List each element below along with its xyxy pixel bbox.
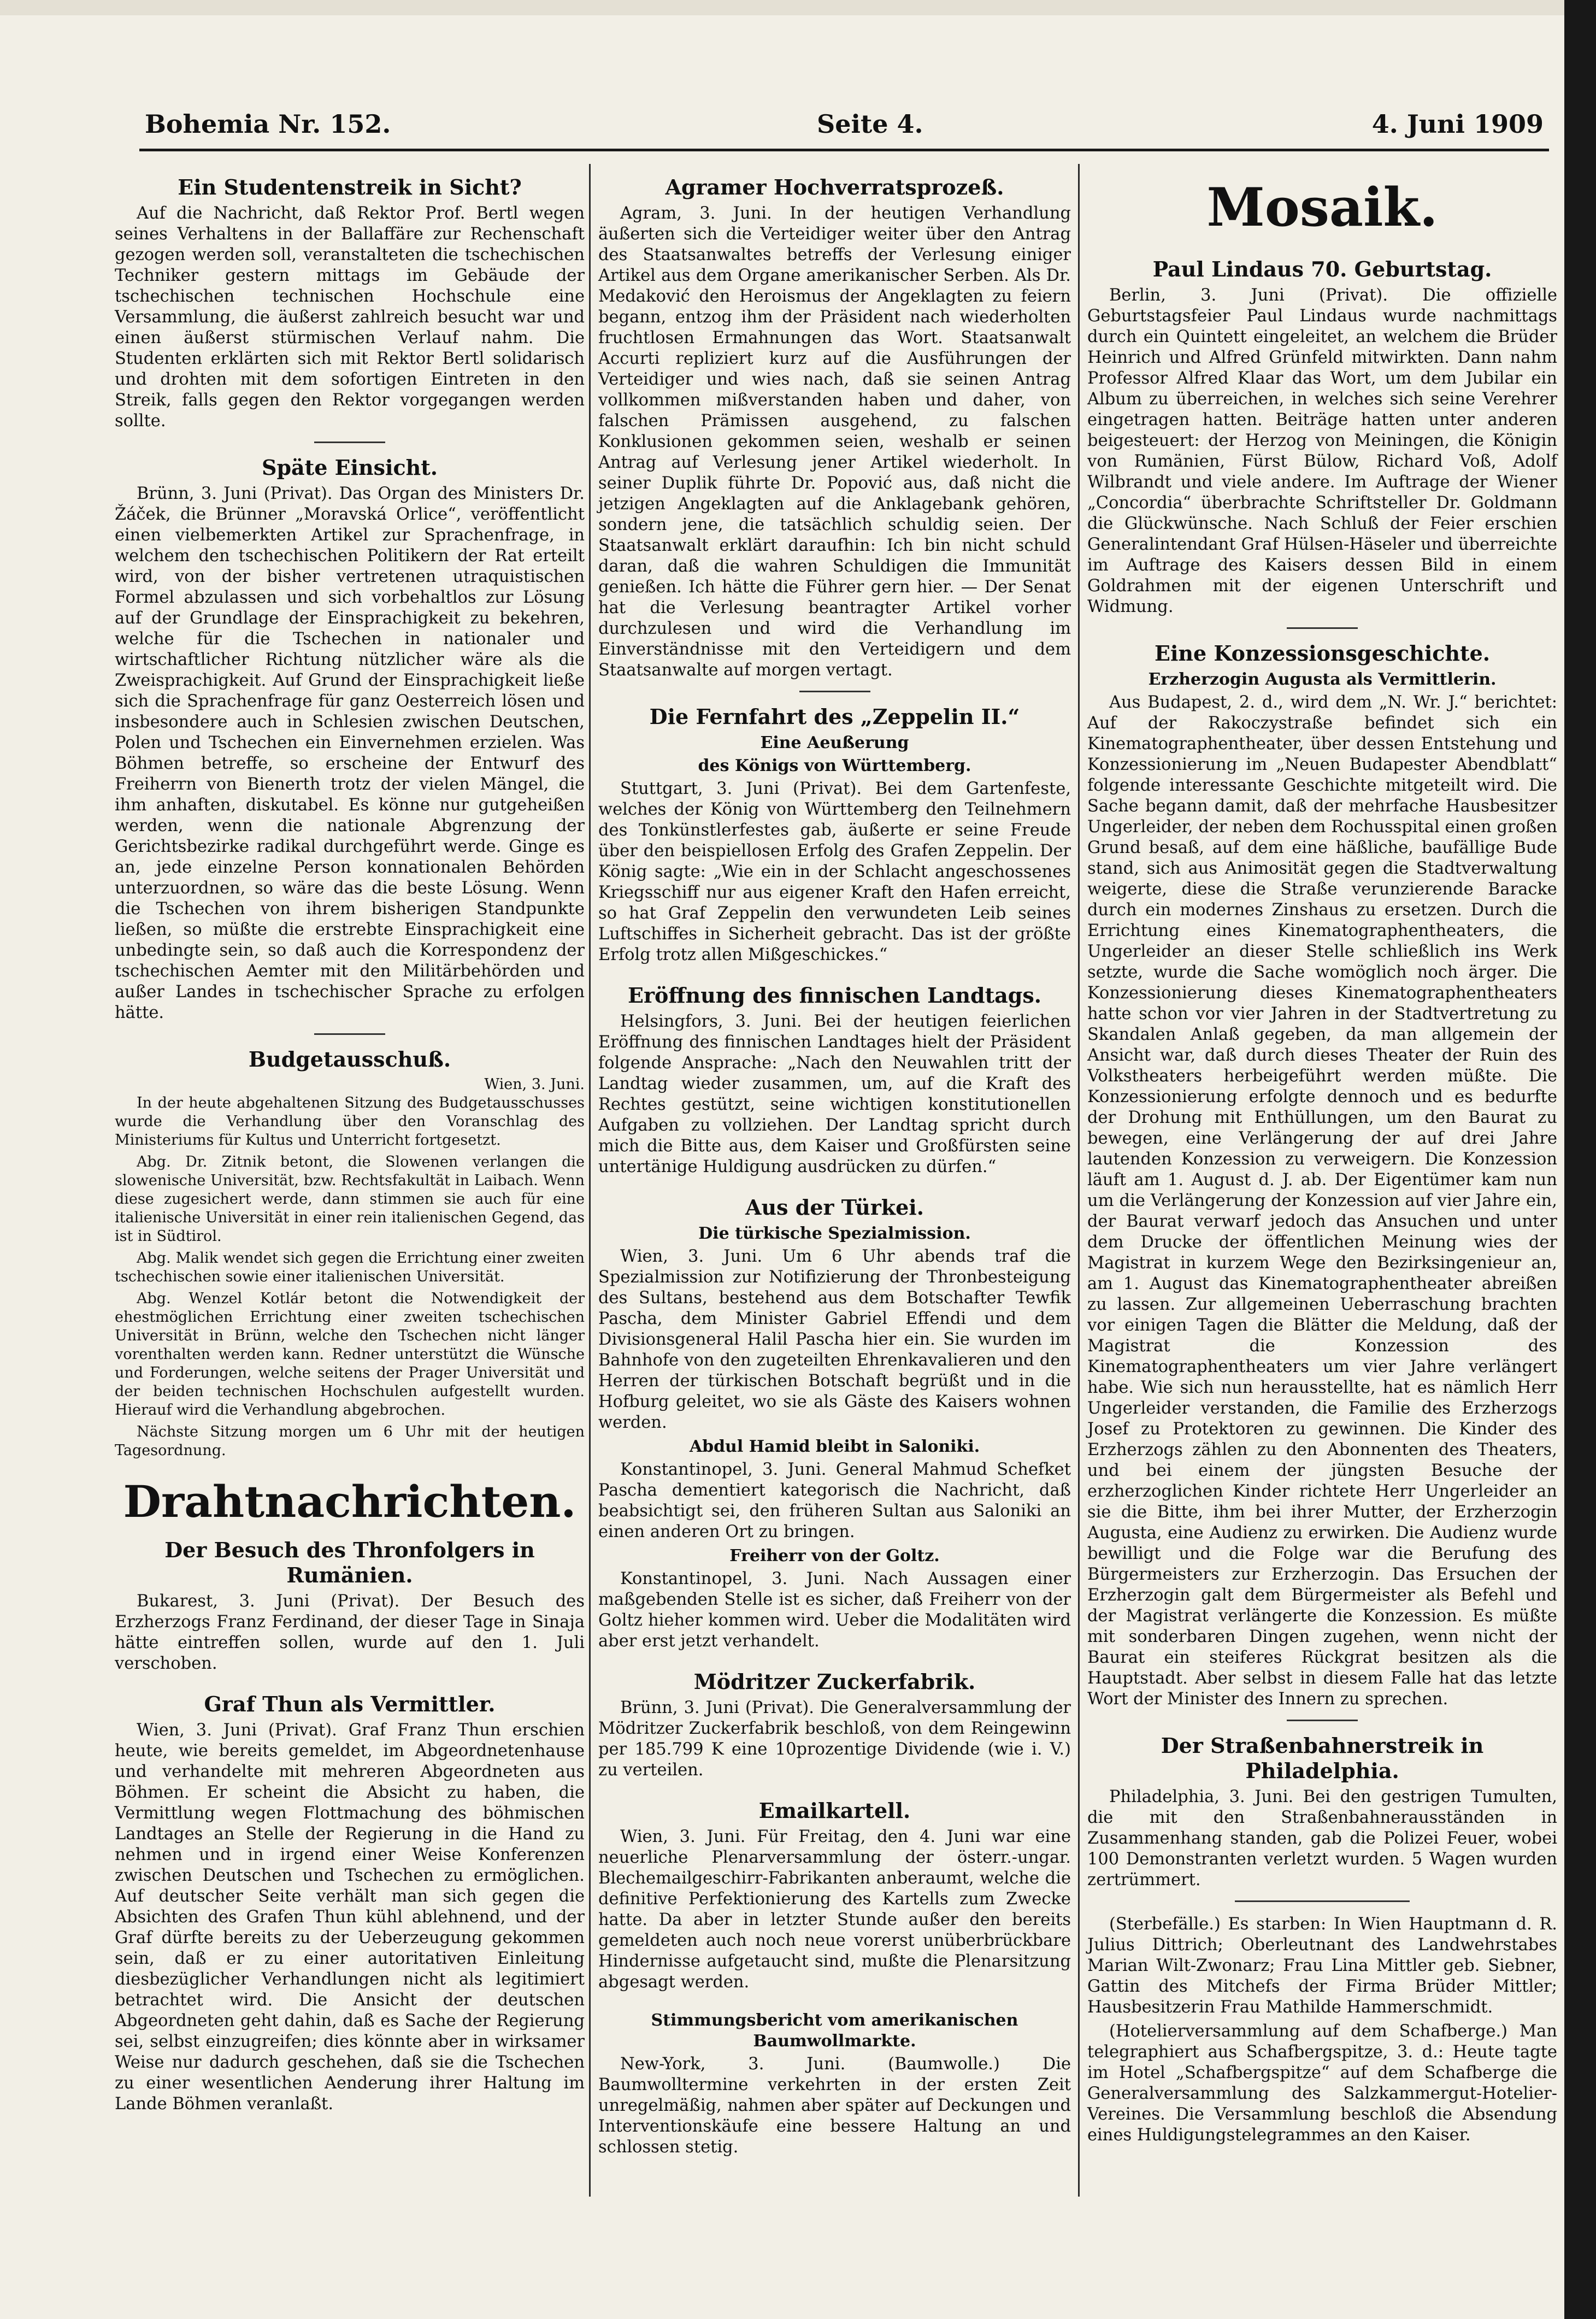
issue-date: 4. Juni 1909 — [1371, 109, 1544, 139]
article-text: Auf die Nachricht, daß Rektor Prof. Bertl wegen seines Verhaltens in der Ballaffäre zur Rechenschaft gezogen werden soll, veranstalteten die tschechischen Techniker gestern mittags im Gebäude der tschechischen technischen Hochschule eine Versammlung, die äußerst zahlreich besucht war und einen äußerst stürmischen Verlauf nahm. Die Studenten erklärten sich mit Rektor Bertl solidarisch und drohten mit dem sofortigen Eintreten in den Streik, falls gegen den Rektor vorgegangen werden sollte. — [115, 204, 585, 431]
article-title: Eröffnung des finnischen Landtags. — [628, 983, 1041, 1008]
article-text: Abg. Malik wendet sich gegen die Errichtung einer zweiten tschechischen sowie einer italienischen Universität. — [115, 1250, 585, 1285]
separator — [1287, 627, 1358, 629]
page-header — [145, 109, 1544, 148]
article-title: Stimmungsbericht vom amerikanischen Baumwollmarkte. — [651, 2011, 1018, 2051]
article-title: Agramer Hochverratsprozeß. — [665, 175, 1004, 199]
article-text: Konstantinopel, 3. Juni. General Mahmud Schefket Pascha dementiert kategorisch die Nachricht, daß beabsichtigt sei, den früheren Sultan aus Saloniki an einen anderen Ort zu bringen. — [598, 1460, 1071, 1541]
article-title: Der Straßenbahnerstreik in Philadelphia. — [1161, 1733, 1484, 1783]
article-text: Wien, 3. Juni. Um 6 Uhr abends traf die Spezialmission zur Notifizierung der Thronbesteigung des Sultans, bestehend aus dem Botschafter Tewfik Pascha, dem Minister Gabriel Effendi und dem Divisionsgeneral Halil Pascha hier ein. Sie wurden im Bahnhofe von den zugeteilten Ehrenkavalieren und den Herren der türkischen Botschaft begrüßt und in die Hofburg geleitet, wo sie als Gäste des Kaisers wohnen werden. — [598, 1247, 1071, 1432]
article-text: (Hotelierversammlung auf dem Schafberge.) Man telegraphiert aus Schafbergspitze, 3. d.: Heute tagte im Hotel „Schafbergspitze“ auf dem Schafberge die Generalversammlung des Salzkammergut-Hotelier-Vereines. Die Versammlung beschloß die Absendung eines Huldigungstelegrammes an den Kaiser. — [1087, 2022, 1557, 2145]
article-title: Emailkartell. — [758, 1798, 911, 1823]
article-subtitle: des Königs von Württemberg. — [698, 756, 971, 775]
scan-top-edge — [0, 0, 1596, 15]
article-subtitle: Erzherzogin Augusta als Vermittlerin. — [1148, 670, 1497, 689]
page-number: Seite 4. — [817, 109, 923, 139]
article-text: Konstantinopel, 3. Juni. Nach Aussagen einer maßgebenden Stelle ist es sicher, daß Freiherr von der Goltz hieher kommen wird. Ueber die Modalitäten wird aber erst jetzt verhandelt. — [598, 1569, 1071, 1651]
article-text: Berlin, 3. Juni (Privat). Die offizielle Geburtstagsfeier Paul Lindaus wurde nachmittags durch ein Quintett eingeleitet, an welchem die Brüder Heinrich und Alfred Grünfeld mitwirkten. Dann nahm Professor Alfred Klaar das Wort, um dem Jubilar ein Album zu überreichen, in welches sich seine Verehrer eingetragen hatten. Beiträge hatten unter anderen beigesteuert: der Herzog von Meiningen, die Königin von Rumänien, Fürst Bülow, Richard Voß, Adolf Wilbrandt und viele andere. Im Auftrage der Wiener „Concordia“ überbrachte Schriftsteller Dr. Goldmann die Glückwünsche. Nach Schluß der Feier erschien Generalintendant Graf Hülsen-Häseler und überreichte im Auftrage des Kaisers dessen Bild in einem Goldrahmen mit der eigenen Unterschrift und Widmung. — [1087, 286, 1557, 616]
scan-right-edge — [1564, 0, 1596, 2319]
masthead-issue: Bohemia Nr. 152. — [145, 109, 391, 139]
article-subtitle: Freiherr von der Goltz. — [729, 1546, 940, 1565]
column-divider-2 — [1078, 164, 1080, 2197]
separator — [799, 691, 870, 692]
article-text: (Sterbefälle.) Es starben: In Wien Hauptmann d. R. Julius Dittrich; Oberleutnant des Landwehrstabes Marian Wilt-Zwonarz; Frau Lina Mittler geb. Siebner, Gattin des Mitchefs der Firma Brüder Mittler; Hausbesitzerin Frau Mathilde Hammerschmidt. — [1087, 1915, 1557, 2017]
article-title: Späte Einsicht. — [262, 455, 438, 480]
article-text: Abg. Dr. Zitnik betont, die Slowenen verlangen die slowenische Universität, bzw. Rechtsfakultät in Laibach. Wenn diese zugesichert werde, dann stimmen sie auch für eine italienische Universität in einer rein italienischen Gegend, das ist in Südtirol. — [115, 1153, 585, 1245]
section-title: Drahtnachrichten. — [123, 1476, 576, 1527]
article-subtitle: Die türkische Spezialmission. — [698, 1224, 971, 1243]
article-title: Graf Thun als Vermittler. — [204, 1692, 496, 1716]
article-title: Die Fernfahrt des „Zeppelin II.“ — [649, 704, 1020, 729]
separator — [314, 442, 385, 443]
separator — [1235, 1900, 1410, 1902]
article-text: Abg. Wenzel Kotlár betont die Notwendigkeit der ehestmöglichen Errichtung einer zweiten tschechischen Universität in Brünn, welche den Tschechen nicht länger vorenthalten werden kann. Redner unterstützt die Wünsche und Forderungen, welche seitens der Prager Universität und der beiden technischen Hochschulen aufgestellt wurden. Hierauf wird die Verhandlung abgebrochen. — [115, 1290, 585, 1419]
article-text: Brünn, 3. Juni (Privat). Das Organ des Ministers Dr. Žáček, die Brünner „Moravská Orlice“, veröffentlicht einen vielbemerkten Artikel zur Sprachenfrage, in welchem den tschechischen Politikern der Rat erteilt wird, von der bisher vertretenen utraquistischen Formel abzulassen und sich vorbehaltlos zur Lösung auf der Grundlage der Einsprachigkeit zu bekehren, welche für die Tschechen in nationaler und wirtschaftlicher Richtung nützlicher wäre als die Zweisprachigkeit. Auf Grund der Einsprachigkeit ließe sich die Sprachenfrage für ganz Oesterreich lösen und insbesondere auch in Schlesien zwischen Deutschen, Polen und Tschechen ein Einvernehmen erzielen. Was Böhmen betreffe, so erscheine der Entwurf des Freiherrn von Bienerth trotz der vielen Mängel, die ihm anhaften, diskutabel. Es könne nur gutgeheißen werden, wenn die nationale Abgrenzung der Gerichtsbezirke radikal durchgeführt werde. Ginge es an, jede einzelne Person konnationalen Behörden unterzuordnen, so wäre das die beste Lösung. Wenn die Tschechen von ihrem bisherigen Standpunkte ließen, so müßte die erstrebte Einsprachigkeit eine unbedingte sein, so daß auch die Korrespondenz der tschechischen Aemter mit den Militärbehörden und außer Landes in tschechischer Sprache zu erfolgen hätte. — [115, 484, 585, 1022]
separator — [314, 1033, 385, 1035]
article-title: Paul Lindaus 70. Geburtstag. — [1152, 257, 1492, 281]
article-subtitle: Abdul Hamid bleibt in Saloniki. — [689, 1437, 980, 1456]
article-text: Helsingfors, 3. Juni. Bei der heutigen feierlichen Eröffnung des finnischen Landtages hielt der Präsident folgende Ansprache: „Nach den Neuwahlen tritt der Landtag wieder zusammen, um, auf die Kraft des Rechtes gestützt, seine wichtigen konstitutionellen Aufgaben zu vollziehen. Der Landtag spricht durch mich die Bitte aus, dem Kaiser und Großfürsten seine untertänige Huldigung ausdrücken zu dürfen.“ — [598, 1012, 1071, 1176]
column-divider-1 — [589, 164, 591, 2197]
article-title: Mödritzer Zuckerfabrik. — [693, 1669, 976, 1694]
article-text: Stuttgart, 3. Juni (Privat). Bei dem Gartenfeste, welches der König von Württemberg den Teilnehmern des Tonkünstlerfestes gab, äußerte er seine Freude über den beispiellosen Erfolg des Grafen Zeppelin. Der König sagte: „Wie ein in der Schlacht angeschossenes Kriegsschiff nur aus eigener Kraft den Hafen erreicht, so hat Graf Zeppelin den verwundeten Leib seines Luftschiffes in Sicherheit gebracht. Das ist der größte Erfolg trotz allen Mißgeschickes.“ — [598, 779, 1071, 964]
article-text: Brünn, 3. Juni (Privat). Die Generalversammlung der Mödritzer Zuckerfabrik beschloß, von dem Reingewinn per 185.799 K eine 10prozentige Dividende (wie i. V.) zu verteilen. — [598, 1698, 1071, 1780]
column-middle — [598, 175, 1071, 2161]
header-rule — [139, 149, 1549, 151]
article-text: Aus Budapest, 2. d., wird dem „N. Wr. J.“ berichtet: Auf der Rakoczystraße befindet sich ein Kinematographentheater, über dessen Entstehung und Konzessionierung im „Neuen Budapester Abendblatt“ folgende interessante Geschichte mitgeteilt wird. Die Sache begann damit, daß der mehrfache Hausbesitzer Ungerleider, der neben dem Rochusspital einen großen Grund besaß, auf dem eine häßliche, baufällige Bude stand, sich aus Animosität gegen die Stadtverwaltung weigerte, diese die Straße verunzierende Baracke durch ein modernes Zinshaus zu ersetzen. Durch die Errichtung eines Kinematographentheaters, die Ungerleider an dieser Stelle schließlich ins Werk setzte, wurde die Sache womöglich noch ärger. Die Konzessionierung dieses Kinematographentheaters hatte schon vor vier Jahren in der Stadtvertretung zu Skandalen Anlaß gegeben, da man allgemein der Ansicht war, daß durch dieses Theater der Ruin des Volkstheaters herbeigeführt werden müßte. Die Konzessionierung erfolgte dennoch und es bedurfte der Drohung mit Enthüllungen, um den Baurat zu bewegen, eine Verlängerung der auf drei Jahre lautenden Konzession zu verweigern. Die Konzession läuft am 1. August d. J. ab. Der Eigentümer kam nun um die Verlängerung der Konzession auf vier Jahre ein, der Baurat verwarf jedoch das Ansuchen und unter dem Drucke der öffentlichen Meinung wies der Magistrat in kurzem Wege den Bezirksingenieur an, am 1. August das Kinematographentheater abreißen zu lassen. Zur allgemeinen Ueberraschung brachten vor einigen Tagen die Blätter die Meldung, daß der Magistrat die Konzession des Kinematographentheaters um vier Jahre verlängert habe. Wie sich nun herausstellte, hat es nämlich Herr Ungerleider verstanden, die Familie des Erzherzogs Josef zu Protektoren zu gewinnen. Die Kinder des Erzherzogs zählen zu den Abonnenten des Theaters, und bei einem der jüngsten Besuche der erzherzoglichen Kinder richtete Herr Ungerleider an sie die Bitte, ihm bei ihrer Mutter, der Erzherzogin Augusta, eine Audienz zu erwirken. Die Audienz wurde bewilligt und die Folge war die Berufung des Bürgermeisters zur Erzherzogin. Das Ersuchen der Erzherzogin galt dem Bürgermeister als Befehl und der Magistrat verlängerte die Konzession. Es müßte mit sonderbaren Dingen zugehen, wenn nicht der Baurat ein steiferes Rückgrat besitzen als die Hauptstadt. Aber selbst in diesem Falle hat das letzte Wort der Minister des Innern zu sprechen. — [1087, 693, 1557, 1709]
article-title: Der Besuch des Thronfolgers in Rumänien. — [164, 1538, 535, 1587]
article-title: Eine Konzessionsgeschichte. — [1154, 641, 1490, 666]
article-text: Philadelphia, 3. Juni. Bei den gestrigen Tumulten, die mit den Straßenbahnerausständen in Zusammenhang standen, gab die Polizei Feuer, wobei 100 Demonstranten verletzt wurden. 5 Wagen wurden zertrümmert. — [1087, 1787, 1557, 1890]
separator — [1287, 1720, 1358, 1721]
article-title: Budgetausschuß. — [248, 1047, 451, 1072]
article-title: Ein Studentenstreik in Sicht? — [178, 175, 522, 199]
article-text: New-York, 3. Juni. (Baumwolle.) Die Baumwolltermine verkehrten in der ersten Zeit unregelmäßig, nahmen aber später auf Deckungen und Interventionskäufe eine bessere Haltung an und schlossen stetig. — [598, 2055, 1071, 2157]
article-text: Agram, 3. Juni. In der heutigen Verhandlung äußerten sich die Verteidiger weiter über den Antrag des Staatsanwaltes betreffs der Verlesung einiger Artikel aus dem Organe amerikanischer Serben. Als Dr. Medaković den Heroismus der Angeklagten zu feiern begann, entzog ihm der Präsident nach wiederholten fruchtlosen Ermahnungen das Wort. Staatsanwalt Accurti repliziert kurz auf die Ausführungen der Verteidiger und wies nach, daß sie seinen Antrag vollkommen mißverstanden haben und daher, von falschen Prämissen ausgehend, zu falschen Konklusionen gekommen seien, weshalb er seinen Antrag auf Verlesung jener Artikel wiederholt. In seiner Duplik führte Dr. Popović aus, daß nicht die jetzigen Angeklagten auf die Anklagebank gehören, sondern jene, die tatsächlich schuldig seien. Der Staatsanwalt erklärt daraufhin: Ich bin nicht schuld daran, daß die wahren Schuldigen die Immunität genießen. Ich hätte die Führer gern hier. — Der Senat hat die Verlesung beantragter Artikel vorher durchzulesen und wird die Verhandlung im Einverständnisse mit den Verteidigern und dem Staatsanwalte auf morgen vertagt. — [598, 204, 1071, 680]
article-text: Bukarest, 3. Juni (Privat). Der Besuch des Erzherzogs Franz Ferdinand, der dieser Tage in Sinaja hätte eintreffen sollen, wurde auf den 1. Juli verschoben. — [115, 1592, 585, 1673]
article-text: Wien, 3. Juni. Für Freitag, den 4. Juni war eine neuerliche Plenarversammlung der österr.-ungar. Blechemailgeschirr-Fabrikanten anberaumt, welche die definitive Perfektionierung des Kartells zum Zwecke hatte. Da aber in letzter Stunde außer den bereits gemeldeten auch noch neue vorerst unüberbrückbare Hindernisse aufgetaucht sind, mußte die Plenarsitzung abgesagt werden. — [598, 1827, 1071, 1992]
column-left — [115, 175, 585, 2118]
article-subtitle: Eine Aeußerung — [760, 733, 909, 752]
section-title: Mosaik. — [1206, 176, 1438, 238]
dateline: Wien, 3. Juni. — [484, 1076, 585, 1093]
column-right — [1087, 175, 1557, 2149]
article-text: Wien, 3. Juni (Privat). Graf Franz Thun erschien heute, wie bereits gemeldet, im Abgeordnetenhause und verhandelte mit mehreren Abgeordneten aus Böhmen. Er scheint die Absicht zu haben, die Vermittlung wegen Flottmachung des böhmischen Landtages an Stelle der Regierung in die Hand zu nehmen und in irgend einer Weise Konferenzen zwischen Deutschen und Tschechen zu ermöglichen. Auf deutscher Seite verhält man sich gegen die Absichten des Grafen Thun kühl ablehnend, und der Graf dürfte bereits zu der Ueberzeugung gekommen sein, daß er zu einer autoritativen Einleitung diesbezüglicher Verhandlungen nicht als legitimiert betrachtet wird. Die Ansicht der deutschen Abgeordneten geht dahin, daß es Sache der Regierung sei, selbst einzugreifen; dies könnte aber in wirksamer Weise nur dadurch geschehen, daß sie die Tschechen zu einer wesentlichen Aenderung ihrer Haltung im Lande Böhmen veranlaßt. — [115, 1721, 585, 2114]
article-text: In der heute abgehaltenen Sitzung des Budgetausschusses wurde die Verhandlung über den Voranschlag des Ministeriums für Kultus und Unterricht fortgesetzt. — [115, 1094, 585, 1149]
article-title: Aus der Türkei. — [745, 1195, 924, 1220]
article-text: Nächste Sitzung morgen um 6 Uhr mit der heutigen Tagesordnung. — [115, 1423, 585, 1459]
